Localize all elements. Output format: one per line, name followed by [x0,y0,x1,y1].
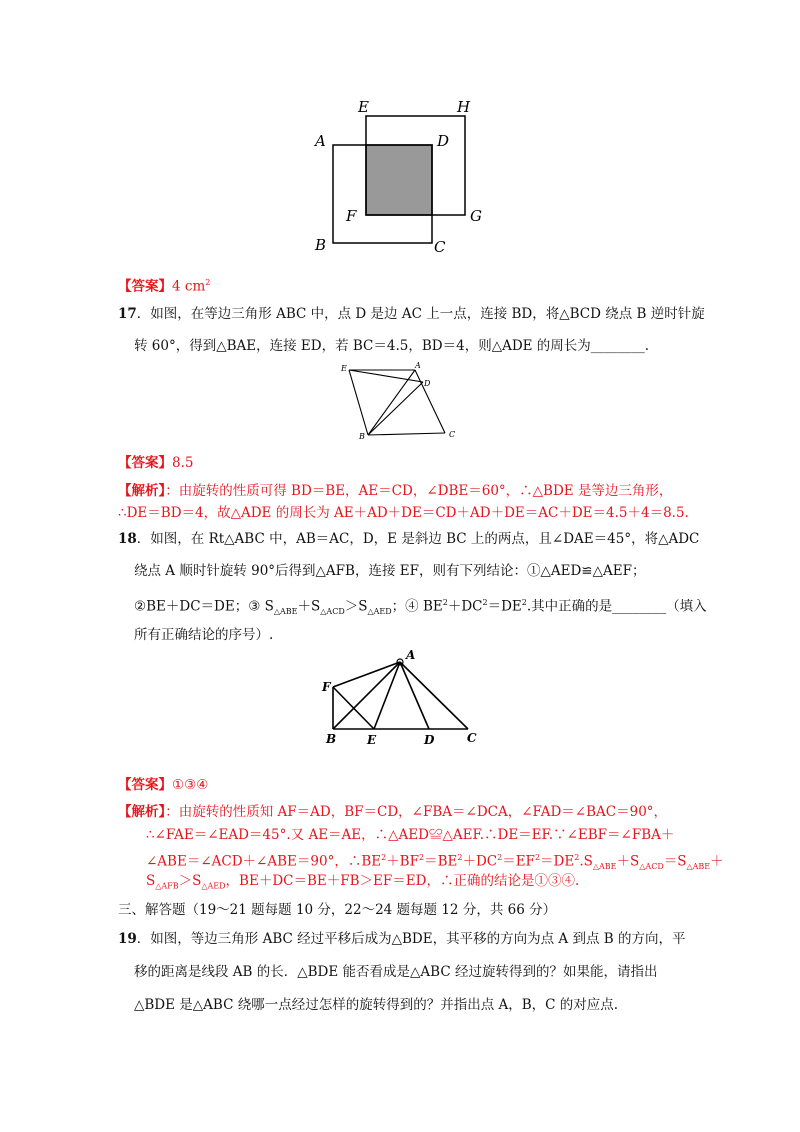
q18-analysis-line3: ∠ABE＝∠ACD＋∠ABE＝90°，$\therefore BE^2+BF^2=BE^2+DC^2=EF^2=DE^2.S_{\triangle ABE}+S_{\triangle ACD}=S_{\triangle ABE}+$ [146,853,724,872]
q17-line2: 转 60°，得到△BAE，连接 ED，若 BC＝4.5，BD＝4，则△ADE 的周长为________. [134,338,650,354]
q18-number: 18 [118,531,137,547]
figure-q17-triangles [335,360,465,440]
q19-number: 19 [118,931,137,947]
q16-answer [118,274,210,296]
figure-q18-right-triangle [315,645,485,750]
q17-analysis-line2: ∴DE＝BD＝4，故△ADE 的周长为 AE＋AD＋DE＝CD＋AD＋DE＝AC＋DE＝4.5＋4＝8.5. [118,505,689,521]
label-C: C [449,430,456,439]
q18-analysis-line4: $S_{\triangle AFB}>S_{\triangle AED}$，BE＋DC＝BE＋FB＞EF＝ED，∴正确的结论是①③④. [146,873,580,891]
label-H: H [457,98,471,116]
q18-line3: ②BE＋DC＝DE；③ $S_{\triangle ABE}+S_{\triangle ACD}>S_{\triangle AED}$；④ $BE^2+DC^2=DE^2$.其中正确的是________（填入 [134,598,707,617]
label-A: A [406,648,416,662]
q17-number: 17 [118,306,137,322]
label-C: C [434,238,446,256]
label-D: D [437,132,450,150]
label-D: D [424,733,435,747]
q18-answer: 【答案】①③④ [118,777,209,793]
q19-line3: △BDE 是△ABC 绕哪一点经过怎样的旋转得到的？并指出点 A，B，C 的对应点. [134,997,619,1013]
label-E: E [341,364,347,373]
q18-line4: 所有正确结论的序号）. [134,627,274,643]
q18-line2: 绕点 A 顺时针旋转 90°后得到△AFB，连接 EF，则有下列结论：①△AED≌△AEF； [134,563,646,579]
label-C: C [467,731,477,745]
q18-analysis-line2: ∴∠FAE＝∠EAD＝45°.又 AE＝AE，∴△AED≌△AEF.∴DE＝EF.∵∠EBF＝∠FBA＋ [146,827,675,843]
label-G: G [470,207,482,225]
q17-answer: 【答案】8.5 [118,455,194,471]
label-B: B [315,236,327,254]
q18-analysis-line1: 【解析】：由旋转的性质知 AF＝AD，BF＝CD，∠FBA＝∠DCA，∠FAD＝∠BAC＝90°， [118,804,668,820]
q19-line2: 移的距离是线段 AB 的长．△BDE 能否看成是△ABC 经过旋转得到的？如果能，请指出 [134,964,658,980]
label-D: D [424,379,431,388]
shaded-square-EFGD [366,145,432,215]
answer-value: 4 cm [172,278,206,295]
answer-tag: 【答案】 [118,278,172,295]
label-B: B [326,732,337,746]
label-F: F [322,680,331,694]
label-E: E [367,733,377,747]
section-3-title: 三、解答题（19～21 题每题 10 分，22～24 题每题 12 分，共 66 分） [118,902,557,918]
label-A: A [315,132,326,150]
label-A: A [415,361,421,370]
label-F: F [346,207,357,225]
q17-analysis-line1: 【解析】：由旋转的性质可得 BD＝BE，AE＝CD，∠DBE＝60°，∴△BDE 是等边三角形， [118,483,673,499]
label-B: B [359,432,365,440]
q18-line1: 18．如图，在 Rt△ABC 中，AB＝AC，D，E 是斜边 BC 上的两点，且∠DAE＝45°，将△ADC [118,531,700,547]
label-E: E [358,98,369,116]
answer-sup: 2 [205,278,211,287]
q17-line1: 17．如图，在等边三角形 ABC 中，点 D 是边 AC 上一点，连接 BD，将△BCD 绕点 B 逆时针旋 [118,306,705,322]
figure-overlapping-squares [300,90,500,260]
q19-line1: 19．如图，等边三角形 ABC 经过平移后成为△BDE，其平移的方向为点 A 到点 B 的方向，平 [118,931,686,947]
